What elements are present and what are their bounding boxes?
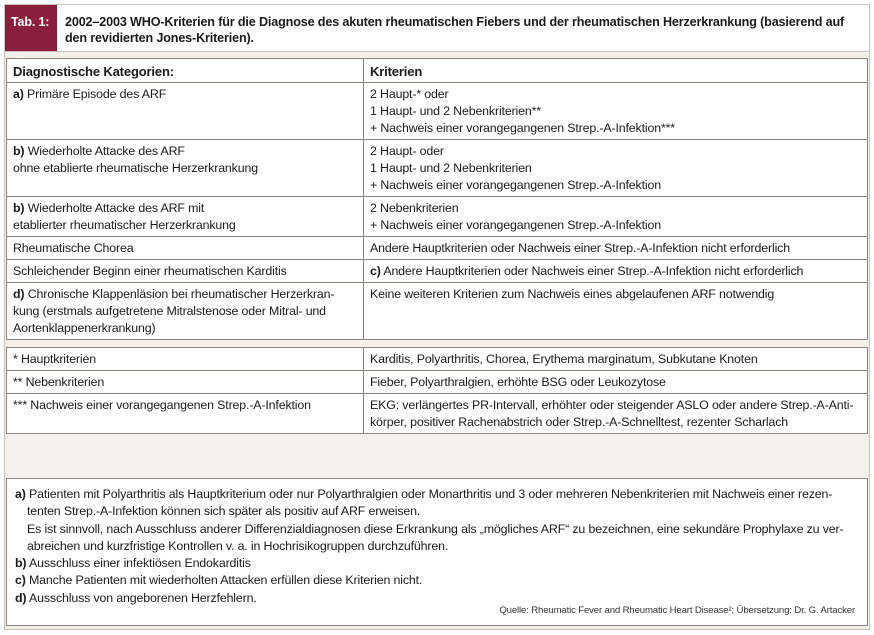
- cell-line: körper, positiver Rachenabstrich oder Strep.-A-Schnelltest, rezenter Scharlach: [370, 415, 789, 429]
- row-prefix: a): [13, 87, 24, 101]
- cell-text: Wiederholte Attacke des ARF mit: [27, 201, 205, 215]
- cell-text: 1 Haupt- und 2 Nebenkriterien: [370, 161, 532, 175]
- row-prefix: b): [13, 144, 25, 158]
- footnote-row: [7, 394, 868, 434]
- table-header: [4, 4, 870, 52]
- note-line: [15, 503, 857, 520]
- cell-text: Andere Hauptkriterien oder Nachweis einer Strep.-A-Infektion nicht erforderlich: [370, 241, 790, 255]
- category-cell: [7, 283, 364, 340]
- note-prefix: d): [15, 590, 27, 605]
- source-citation: Quelle: Rheumatic Fever and Rheumatic Heart Disease²; Übersetzung: Dr. G. Artacker: [499, 604, 855, 616]
- table-header-row: [7, 59, 868, 83]
- cell-line: [13, 303, 357, 320]
- note-line: [15, 486, 857, 503]
- note-text: abreichen und kurzfristige Kontrollen v. a. in Hochrisikogruppen durchzuführen.: [27, 538, 449, 553]
- notes-box: [6, 478, 868, 626]
- cell-line: [370, 143, 861, 160]
- cell-text: Aortenklappenerkrankung): [13, 321, 156, 335]
- cell-line: [13, 86, 357, 103]
- cell-line: [13, 217, 357, 234]
- cell-text: Primäre Episode des ARF: [27, 87, 167, 101]
- cell-line: [370, 263, 861, 280]
- table-row: [7, 260, 868, 283]
- note-text: tenten Strep.-A-Infektion können sich später als positiv auf ARF erweisen.: [27, 504, 421, 519]
- cell-line: [370, 200, 861, 217]
- table-title: 2002–2003 WHO-Kriterien für die Diagnose des akuten rheumatischen Fiebers und der rheumatischen Herzerkrankung (basierend auf den revidierten Jones-Kriterien).: [65, 15, 845, 45]
- cell-line: [13, 160, 357, 177]
- cell-line: EKG: verlängertes PR-Intervall, erhöhter oder steigender ASLO oder andere Strep.-A-Anti-: [370, 398, 854, 412]
- category-cell: [7, 140, 364, 197]
- cell-text: 1 Haupt- und 2 Nebenkriterien**: [370, 104, 541, 118]
- notes-list: [15, 486, 857, 607]
- criteria-cell: [364, 140, 868, 197]
- cell-text: kung (erstmals aufgetretene Mitralstenose oder Mitral- und: [13, 304, 326, 318]
- note-prefix: c): [15, 573, 26, 588]
- criteria-cell: [364, 197, 868, 237]
- note-text: Patienten mit Polyarthritis als Hauptkriterium oder nur Polyarthralgien oder Monarthritis und 3 oder mehreren Nebenkriterien mit Nachweis einer rezen-: [29, 487, 833, 501]
- row-prefix: c): [370, 264, 381, 278]
- note-text: Manche Patienten mit wiederholten Attacken erfüllen diese Kriterien nicht.: [29, 573, 423, 588]
- cell-line: [13, 200, 357, 217]
- cell-text: + Nachweis einer vorangegangenen Strep.-A-Infektion***: [370, 121, 675, 135]
- table-row: [7, 140, 868, 197]
- cell-line: Fieber, Polyarthralgien, erhöhte BSG oder Leukozytose: [370, 375, 666, 389]
- cell-line: [13, 320, 357, 337]
- cell-text: Chronische Klappenläsion bei rheumatischer Herzerkran-: [27, 287, 335, 301]
- note-line: [15, 521, 857, 538]
- row-prefix: d): [13, 287, 25, 301]
- cell-text: 2 Haupt- oder: [370, 144, 444, 158]
- cell-text: + Nachweis einer vorangegangenen Strep.-A-Infektion: [370, 218, 661, 232]
- column-header-criteria: Kriterien: [364, 59, 868, 83]
- spacer-cell: [364, 340, 868, 348]
- cell-line: [370, 103, 861, 120]
- footnote-definition-cell: [364, 394, 868, 434]
- spacer-cell: [7, 340, 364, 348]
- cell-line: [370, 120, 861, 137]
- row-prefix: b): [13, 201, 25, 215]
- criteria-cell: [364, 283, 868, 340]
- cell-text: + Nachweis einer vorangegangenen Strep.-A-Infektion: [370, 178, 661, 192]
- cell-text: Schleichender Beginn einer rheumatischen Karditis: [13, 264, 287, 278]
- note-text: Ausschluss einer infektiösen Endokarditis: [29, 556, 251, 571]
- table-row: [7, 283, 868, 340]
- category-cell: [7, 260, 364, 283]
- category-cell: [7, 237, 364, 260]
- table-spacer-row: [7, 340, 868, 348]
- footnote-definition-cell: [364, 371, 868, 394]
- category-cell: [7, 197, 364, 237]
- column-header-categories: Diagnostische Kategorien:: [7, 59, 364, 83]
- footnote-row: [7, 348, 868, 371]
- note-text: Ausschluss von angeborenen Herzfehlern.: [29, 590, 257, 605]
- criteria-cell: [364, 83, 868, 140]
- footnote-row: [7, 371, 868, 394]
- cell-line: Karditis, Polyarthritis, Chorea, Erythema marginatum, Subkutane Knoten: [370, 352, 758, 366]
- cell-line: [370, 286, 861, 303]
- note-text: Es ist sinnvoll, nach Ausschluss anderer Differenzialdiagnosen diese Erkrankung als „mögliches ARF“ zu bezeichnen, eine sekundäre Prophylaxe zu ver-: [27, 521, 844, 536]
- cell-line: [13, 286, 357, 303]
- cell-text: ohne etablierte rheumatische Herzerkrankung: [13, 161, 258, 175]
- note-line: [15, 572, 857, 589]
- criteria-cell: [364, 237, 868, 260]
- footnote-definition-cell: [364, 348, 868, 371]
- table-row: [7, 237, 868, 260]
- table-row: [7, 197, 868, 237]
- criteria-cell: [364, 260, 868, 283]
- note-line: [15, 538, 857, 555]
- cell-line: [370, 240, 861, 257]
- cell-line: [13, 240, 357, 257]
- footnote-term-cell: ** Nebenkriterien: [7, 371, 364, 394]
- footnote-term-cell: * Hauptkriterien: [7, 348, 364, 371]
- cell-line: [370, 217, 861, 234]
- category-cell: [7, 83, 364, 140]
- cell-text: Andere Hauptkriterien oder Nachweis einer Strep.-A-Infektion nicht erforderlich: [383, 264, 804, 278]
- cell-line: [13, 143, 357, 160]
- cell-text: 2 Nebenkriterien: [370, 201, 459, 215]
- cell-line: [13, 263, 357, 280]
- criteria-table: [6, 58, 868, 434]
- note-prefix: b): [15, 556, 27, 571]
- note-prefix: a): [15, 487, 26, 501]
- cell-text: etablierter rheumatischer Herzerkrankung: [13, 218, 236, 232]
- cell-line: [370, 86, 861, 103]
- cell-text: Rheumatische Chorea: [13, 241, 134, 255]
- cell-text: Wiederholte Attacke des ARF: [27, 144, 185, 158]
- table-number-label: Tab. 1:: [5, 5, 57, 51]
- cell-line: [370, 160, 861, 177]
- cell-line: [370, 177, 861, 194]
- table-row: [7, 83, 868, 140]
- cell-text: Keine weiteren Kriterien zum Nachweis eines abgelaufenen ARF notwendig: [370, 287, 775, 301]
- cell-text: 2 Haupt-* oder: [370, 87, 449, 101]
- footnote-term-cell: *** Nachweis einer vorangegangenen Strep.-A-Infektion: [7, 394, 364, 434]
- note-line: [15, 555, 857, 572]
